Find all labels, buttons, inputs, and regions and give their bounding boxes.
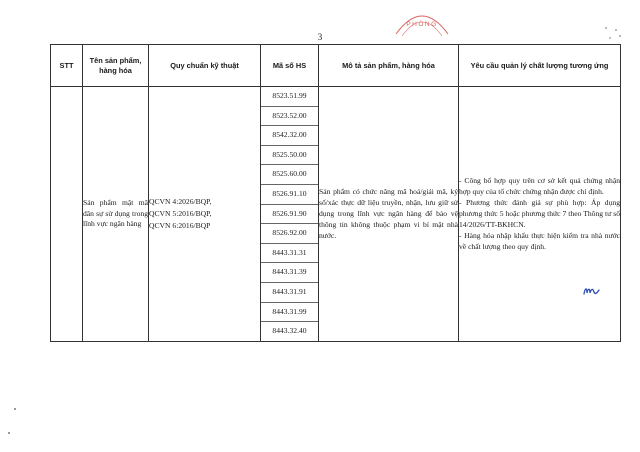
requirement-item: - Hàng hóa nhập khẩu thực hiện kiểm tra nhà nước về chất lượng theo quy định. [459, 231, 620, 252]
row-hs-codes [261, 87, 319, 342]
hs-code: 8443.31.99 [261, 303, 318, 323]
hs-code: 8525.60.00 [261, 165, 318, 185]
requirement-item: - Phương thức đánh giá sự phù hợp: Áp dụng phương thức 5 hoặc phương thức 7 theo Thông tư số 14/2026/TT-BKHCN. [459, 198, 620, 230]
hs-code: 8443.31.39 [261, 263, 318, 283]
hs-code: 8523.51.99 [261, 87, 318, 107]
hs-code: 8526.91.10 [261, 185, 318, 205]
header-technical-standard: Quy chuẩn kỹ thuật [149, 45, 261, 87]
hs-code: 8526.92.00 [261, 224, 318, 244]
header-requirements: Yêu cầu quản lý chất lượng tương ứng [459, 45, 621, 87]
header-hs-code: Mã số HS [261, 45, 319, 87]
header-description: Mô tả sản phẩm, hàng hóa [319, 45, 459, 87]
table-row [51, 87, 621, 342]
hs-code: 8542.32.00 [261, 126, 318, 146]
stamp-text: PHÒNG [406, 21, 438, 28]
hs-code: 8525.50.00 [261, 146, 318, 166]
hs-code: 8443.32.40 [272, 326, 307, 336]
hs-code: 8526.91.90 [261, 205, 318, 225]
red-stamp [392, 4, 452, 40]
hs-code: 8443.31.31 [261, 244, 318, 264]
scan-speck [8, 432, 10, 434]
table-header-row [51, 45, 621, 87]
page-number: 3 [317, 32, 323, 42]
hs-code: 8523.52.00 [261, 107, 318, 127]
row-description: Sản phẩm có chức năng mã hoá/giải mã, ký số/xác thực dữ liệu truyền, nhận, lưu giữ sử dụng trong lĩnh vực ngân hàng để bảo vệ thông tin không thuộc phạm vi bí mật nhà nước. [319, 87, 459, 342]
standard-item: QCVN 4:2026/BQP, [149, 197, 212, 207]
standard-item: QCVN 5:2016/BQP, [149, 208, 212, 218]
row-product-name: Sản phẩm mật mã dân sự sử dụng trong lĩnh vực ngân hàng [83, 87, 149, 342]
scan-speck [14, 408, 16, 410]
row-requirements [459, 87, 621, 342]
row-stt [51, 87, 83, 342]
product-table [50, 44, 621, 342]
header-stt: STT [51, 45, 83, 87]
row-standards [149, 87, 261, 342]
standard-item: QCVN 6:2016/BQP [149, 220, 211, 230]
requirement-item: - Công bố hợp quy trên cơ sở kết quả chứng nhận hợp quy của tổ chức chứng nhận được chỉ định. [459, 176, 620, 197]
handwritten-initials [582, 284, 602, 298]
header-product-name: Tên sản phẩm, hàng hóa [83, 45, 149, 87]
hs-code: 8443.31.91 [261, 283, 318, 303]
hs-code-list [261, 87, 318, 341]
scan-specks [600, 24, 624, 46]
